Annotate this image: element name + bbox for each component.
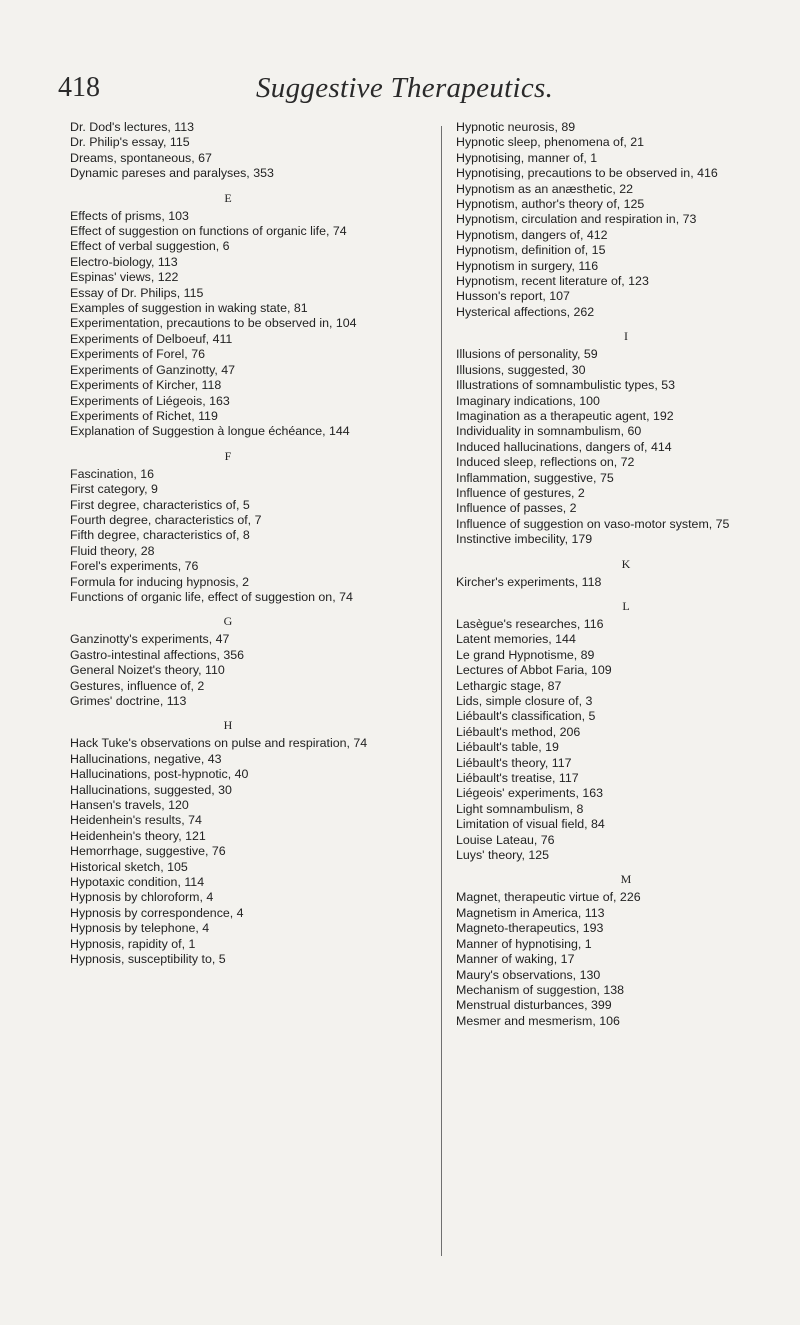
- index-entry: Hallucinations, negative, 43: [70, 751, 222, 766]
- index-entry: Liébault's method, 206: [456, 724, 581, 739]
- index-entry: Influence of gestures, 2: [456, 485, 585, 500]
- index-entry: Hemorrhage, suggestive, 76: [70, 844, 226, 859]
- index-entry: Forel's experiments, 76: [70, 559, 199, 574]
- index-entry: Lasègue's researches, 116: [456, 616, 604, 631]
- running-title: Suggestive Therapeutics.: [256, 72, 554, 104]
- index-entry: Hypnotism, dangers of, 412: [456, 227, 608, 242]
- index-entry: Formula for inducing hypnosis, 2: [70, 574, 250, 589]
- index-entry: Hallucinations, post-hypnotic, 40: [70, 767, 249, 782]
- index-entry: Heidenhein's results, 74: [70, 813, 202, 828]
- index-entry: Functions of organic life, effect of suggestion on, 74: [70, 589, 353, 604]
- index-entry: Hypnosis by correspondence, 4: [70, 905, 244, 920]
- index-entry: Electro-biology, 113: [70, 254, 178, 269]
- index-entry: Influence of passes, 2: [456, 501, 577, 516]
- index-entry: Liébault's table, 19: [456, 740, 559, 755]
- index-entry: Hypnotism, author's theory of, 125: [456, 197, 645, 212]
- index-entry: Espinas' views, 122: [70, 270, 179, 285]
- index-entry: Mesmer and mesmerism, 106: [456, 1013, 620, 1028]
- index-entry: Light somnambulism, 8: [456, 801, 584, 816]
- index-entry: Mechanism of suggestion, 138: [456, 982, 625, 997]
- index-entry: Dr. Dod's lectures, 113: [70, 120, 195, 134]
- index-entry: First category, 9: [70, 482, 158, 497]
- index-entry: Menstrual disturbances, 399: [456, 998, 612, 1013]
- index-entry: Lids, simple closure of, 3: [456, 694, 593, 708]
- index-entry: Liébault's theory, 117: [456, 755, 572, 770]
- index-entry: Liébault's classification, 5: [456, 709, 596, 724]
- index-entry: Illusions, suggested, 30: [456, 362, 586, 377]
- index-entry: Gastro-intestinal affections, 356: [70, 647, 245, 662]
- index-entry: Dynamic pareses and paralyses, 353: [70, 166, 274, 181]
- index-entry: Fifth degree, characteristics of, 8: [70, 528, 250, 543]
- index-entry: Lethargic stage, 87: [456, 678, 562, 693]
- section-letter: H: [223, 718, 233, 733]
- index-entry: Fourth degree, characteristics of, 7: [70, 512, 262, 527]
- section-letter: I: [624, 329, 628, 344]
- index-entry: Hypnotism in surgery, 116: [456, 258, 599, 273]
- section-letter: G: [223, 614, 233, 629]
- section-letter: F: [224, 448, 232, 463]
- index-entry: Induced sleep, reflections on, 72: [456, 455, 635, 470]
- index-entry: Fluid theory, 28: [70, 543, 155, 558]
- index-entry: Manner of hypnotising, 1: [456, 936, 592, 951]
- index-entry: Dr. Philip's essay, 115: [70, 135, 190, 150]
- index-entry: Hypnosis by telephone, 4: [70, 921, 210, 936]
- index-entry: Magnet, therapeutic virtue of, 226: [456, 890, 641, 905]
- index-entry: Experimentation, precautions to be observed in, 104: [70, 316, 357, 331]
- index-entry: Explanation of Suggestion à longue échéance, 144: [70, 424, 350, 439]
- index-entry: Illustrations of somnambulistic types, 53: [456, 378, 675, 393]
- index-entry: Hypnotic sleep, phenomena of, 21: [456, 135, 645, 150]
- index-entry: Ganzinotty's experiments, 47: [70, 632, 230, 647]
- index-entry: Induced hallucinations, dangers of, 414: [456, 439, 672, 454]
- index-entry: Experiments of Kircher, 118: [70, 378, 222, 393]
- index-entry: Heidenhein's theory, 121: [70, 828, 206, 843]
- index-entry: Instinctive imbecility, 179: [456, 532, 593, 547]
- index-entry: Hypnotism, definition of, 15: [456, 243, 606, 258]
- index-entry: Maury's observations, 130: [456, 967, 601, 982]
- index-entry: Magneto-therapeutics, 193: [456, 921, 604, 936]
- index-entry: Effect of verbal suggestion, 6: [70, 239, 230, 254]
- index-entry: Hysterical affections, 262: [456, 304, 595, 319]
- index-entry: Historical sketch, 105: [70, 859, 188, 874]
- index-entry: Essay of Dr. Philips, 115: [70, 285, 204, 300]
- index-entry: Hypnosis, susceptibility to, 5: [70, 952, 226, 967]
- index-entry: Hypnotising, precautions to be observed in, 416: [456, 166, 718, 181]
- section-letter: M: [620, 872, 632, 887]
- index-entry: Experiments of Delboeuf, 411: [70, 331, 233, 346]
- index-column-left: [70, 120, 410, 968]
- index-entry: Kircher's experiments, 118: [456, 574, 602, 589]
- index-entry: Le grand Hypnotisme, 89: [456, 647, 595, 662]
- index-entry: Experiments of Ganzinotty, 47: [70, 362, 236, 377]
- index-entry: Dreams, spontaneous, 67: [70, 150, 212, 165]
- index-entry: Effects of prisms, 103: [70, 208, 189, 223]
- index-entry: Inflammation, suggestive, 75: [456, 470, 614, 485]
- index-entry: Gestures, influence of, 2: [70, 678, 205, 693]
- index-entry: First degree, characteristics of, 5: [70, 497, 250, 512]
- index-entry: Imaginary indications, 100: [456, 393, 600, 408]
- index-entry: General Noizet's theory, 110: [70, 663, 225, 678]
- index-entry: Illusions of personality, 59: [456, 347, 598, 362]
- index-entry: Individuality in somnambulism, 60: [456, 424, 642, 439]
- index-entry: Hallucinations, suggested, 30: [70, 782, 232, 797]
- section-letter: K: [621, 556, 631, 571]
- index-entry: Examples of suggestion in waking state, 81: [70, 301, 308, 316]
- index-entry: Grimes' doctrine, 113: [70, 694, 187, 708]
- index-entry: Hypotaxic condition, 114: [70, 875, 205, 890]
- index-entry: Fascination, 16: [70, 466, 155, 481]
- index-entry: Magnetism in America, 113: [456, 905, 605, 920]
- index-entry: Manner of waking, 17: [456, 952, 575, 967]
- column-divider: [441, 126, 442, 1256]
- index-entry: Experiments of Richet, 119: [70, 408, 218, 423]
- index-entry: Latent memories, 144: [456, 632, 576, 647]
- index-entry: Hypnosis, rapidity of, 1: [70, 936, 196, 951]
- index-entry: Husson's report, 107: [456, 289, 570, 304]
- index-entry: Luys' theory, 125: [456, 848, 550, 863]
- index-entry: Hypnotism, circulation and respiration in, 73: [456, 212, 697, 227]
- index-entry: Hack Tuke's observations on pulse and respiration, 74: [70, 736, 368, 751]
- index-entry: Louise Lateau, 76: [456, 832, 555, 847]
- index-entry: Hypnotic neurosis, 89: [456, 120, 576, 134]
- index-entry: Hansen's travels, 120: [70, 798, 189, 813]
- index-entry: Imagination as a therapeutic agent, 192: [456, 408, 674, 423]
- index-entry: Hypnotism, recent literature of, 123: [456, 274, 649, 289]
- index-entry: Liégeois' experiments, 163: [456, 786, 604, 801]
- index-entry: Hypnotism as an anæsthetic, 22: [456, 181, 634, 196]
- section-letter: E: [224, 190, 232, 205]
- index-entry: Hypnotising, manner of, 1: [456, 150, 598, 165]
- index-entry: Experiments of Forel, 76: [70, 347, 205, 362]
- index-entry: Effect of suggestion on functions of organic life, 74: [70, 224, 347, 239]
- index-entry: Limitation of visual field, 84: [456, 817, 605, 832]
- index-column-right: [456, 120, 796, 1029]
- index-entry: Experiments of Liégeois, 163: [70, 393, 230, 408]
- index-entry: Influence of suggestion on vaso-motor system, 75: [456, 516, 730, 531]
- section-letter: L: [622, 598, 630, 613]
- index-entry: Liébault's treatise, 117: [456, 771, 579, 786]
- page-number: 418: [58, 72, 100, 103]
- index-entry: Hypnosis by chloroform, 4: [70, 890, 214, 905]
- index-entry: Lectures of Abbot Faria, 109: [456, 663, 612, 678]
- page-header: [58, 72, 738, 112]
